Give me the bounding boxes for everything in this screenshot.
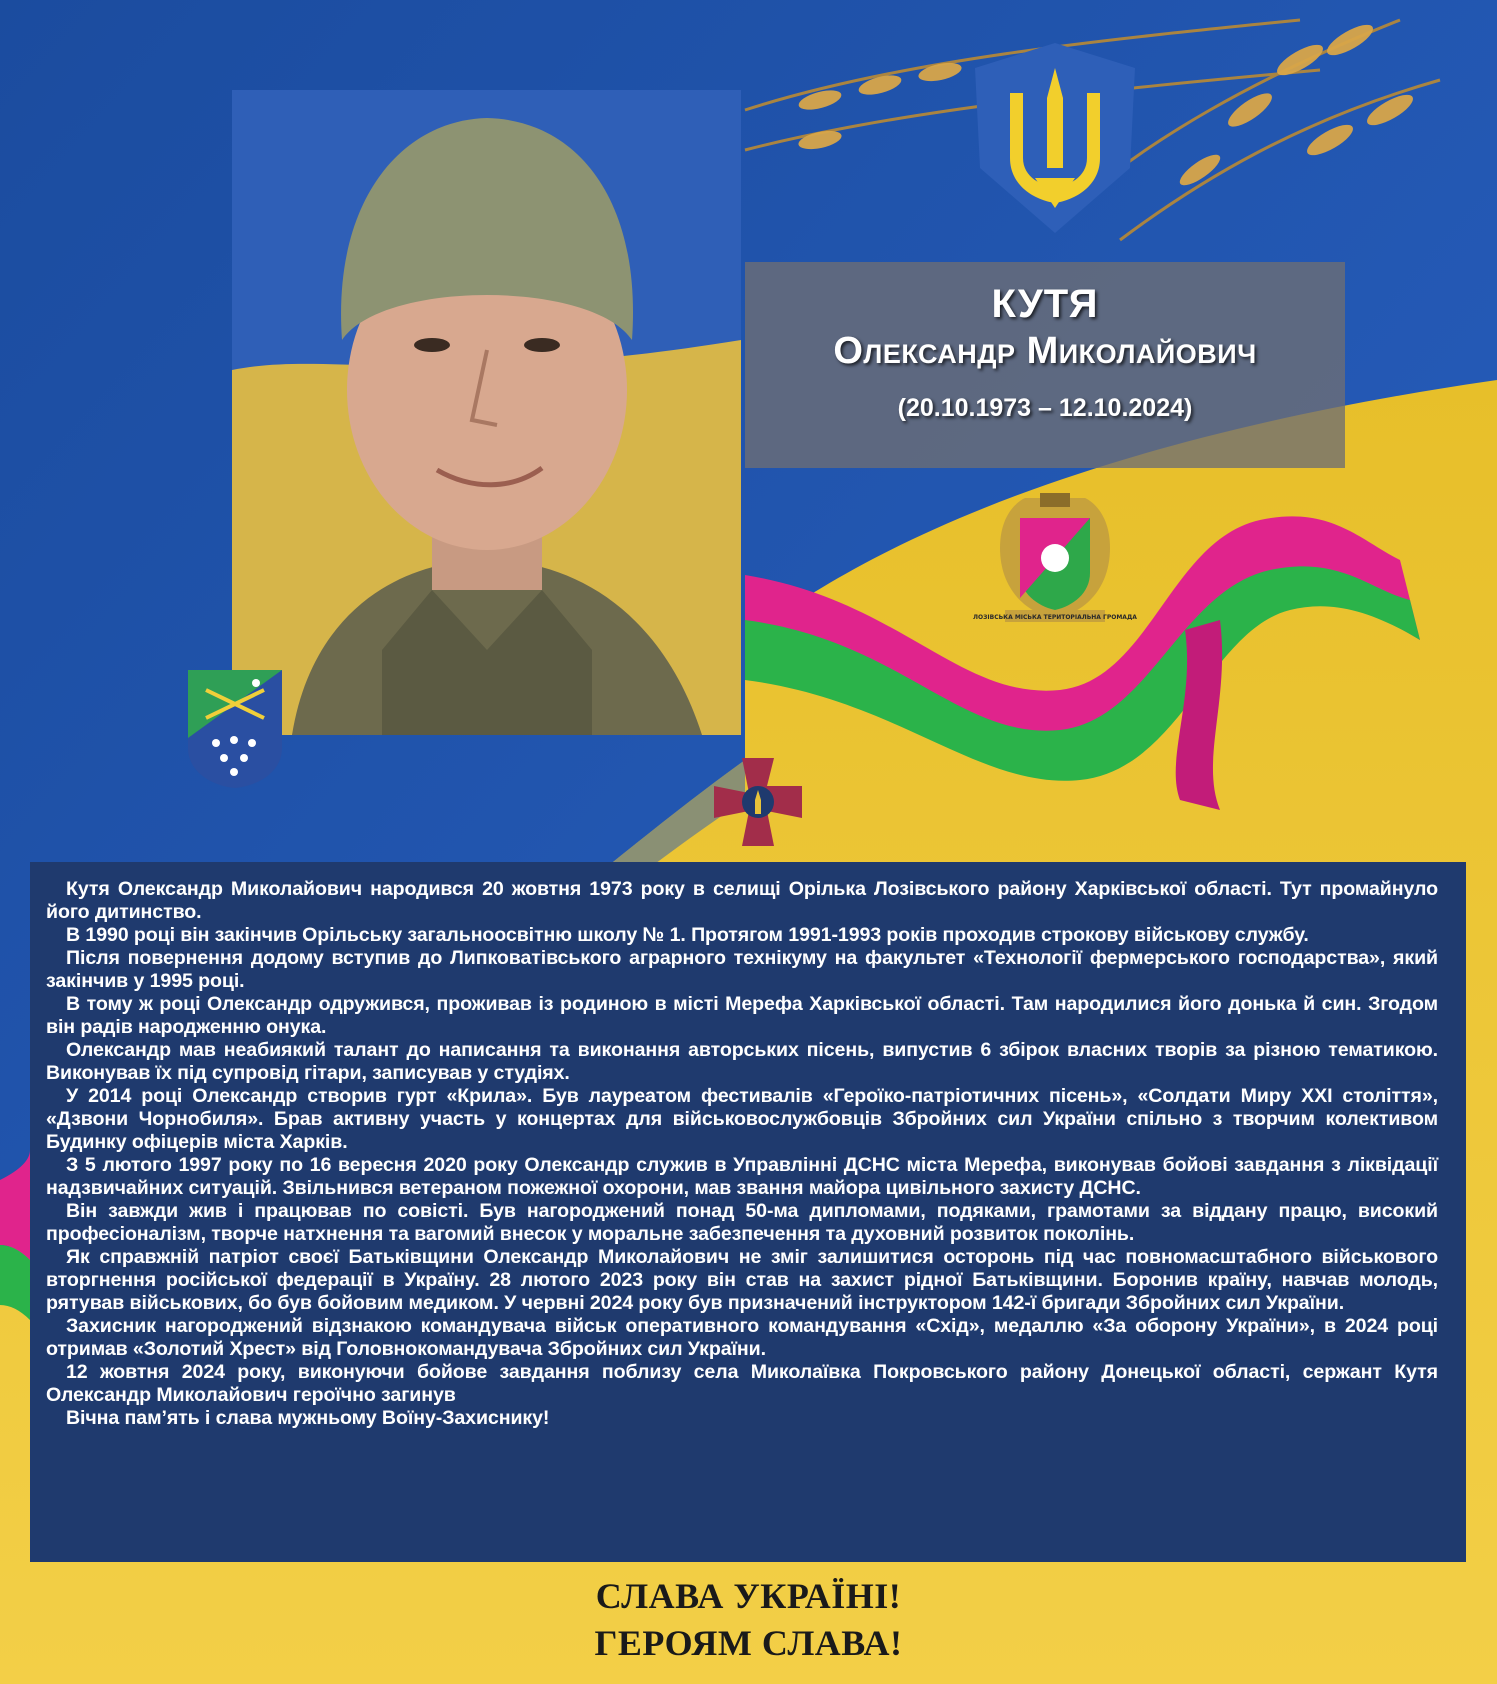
bio-paragraph: 12 жовтня 2024 року, виконуючи бойове завдання поблизу села Миколаївка Покровського району Донецької області, сержант Кутя Олександр Миколайович героїчно загинув	[46, 1361, 1438, 1406]
bio-paragraph: Після повернення додому вступив до Липковатівського аграрного технікуму на факультет «Технології фермерського господарства», який закінчив у 1995 році.	[46, 947, 1438, 992]
portrait-photo	[232, 90, 741, 735]
ukraine-trident-icon	[955, 38, 1155, 238]
bio-paragraph: Олександр мав неабиякий талант до написання та виконання авторських пісень, випустив 6 збірок власних творів за різною тематикою. Виконував їх під супровід гітари, записував у студіях.	[46, 1039, 1438, 1084]
given-names: Олександр Миколайович	[833, 330, 1257, 372]
city-ribbon-text: ЛОЗІВСЬКА МІСЬКА ТЕРИТОРІАЛЬНА ГРОМАДА	[973, 614, 1137, 621]
bio-paragraph: Вічна пам’ять і слава мужньому Воїну-Захиснику!	[66, 1407, 550, 1429]
name-panel	[745, 262, 1345, 468]
surname: КУТЯ	[991, 282, 1099, 326]
bio-paragraph: Захисник нагороджений відзнакою командувача військ оперативного командування «Схід», медаллю «За оборону України», в 2024 році отримав «Золотий Хрест» від Головнокомандувача Збройних сил України.	[46, 1315, 1438, 1360]
brigade-patch-icon	[186, 668, 284, 790]
bio-paragraph: Він завжди жив і працював по совісті. Був нагороджений понад 50-ма дипломами, подяками, грамотами за віддану працю, високий професіоналізм, творче натхнення та вагомий внесок у моральне забезпечення та духовний розвиток поколінь.	[46, 1200, 1438, 1245]
life-dates: (20.10.1973 – 12.10.2024)	[897, 394, 1193, 422]
bio-paragraph: В тому ж році Олександр одружився, проживав із родиною в місті Мерефа Харківської області. Там народилися його донька й син. Згодом він радів народженню онука.	[46, 993, 1438, 1038]
biography-panel	[30, 862, 1466, 1562]
bio-paragraph: З 5 лютого 1997 року по 16 вересня 2020 року Олександр служив в Управлінні ДСНС міста Мерефа, виконував бойові завдання з ліквідації надзвичайних ситуацій. Звільнився ветераном пожежної охорони, мав звання майора цивільного захисту ДСНС.	[46, 1154, 1438, 1199]
bio-paragraph: Як справжній патріот своєї Батьківщини Олександр Миколайович не зміг залишитися осторонь під час повномасштабного військового вторгнення російської федерації в Україну. 28 лютого 2023 року він став на захист рідної Батьківщини. Боронив країну, навчав молодь, рятував військових, бо був бойовим медиком. У червні 2024 року був призначений інструктором 142-ї бригади Збройних сил України.	[46, 1246, 1438, 1314]
slogan-line-1: СЛАВА УКРАЇНІ!	[595, 1576, 902, 1616]
bio-paragraph: Кутя Олександр Миколайович народився 20 жовтня 1973 року в селищі Орілька Лозівського району Харківської області. Тут промайнуло його дитинство.	[46, 878, 1438, 923]
slogan-line-2: ГЕРОЯМ СЛАВА!	[594, 1623, 903, 1663]
bio-paragraph: У 2014 році Олександр створив гурт «Крила». Був лауреатом фестивалів «Героїко-патріотичних пісень», «Солдати Миру ХХІ століття», «Дзвони Чорнобиля». Брав активну участь у концертах для військовослужбовців Збройних сил України спільно з творчим колективом Будинку офіцерів міста Харків.	[46, 1085, 1438, 1153]
bio-paragraph: В 1990 році він закінчив Орільську загальноосвітню школу № 1. Протягом 1991-1993 років проходив строкову військову службу.	[66, 924, 1309, 946]
city-coat-of-arms-icon	[973, 488, 1137, 628]
armed-forces-cross-icon	[712, 756, 804, 848]
